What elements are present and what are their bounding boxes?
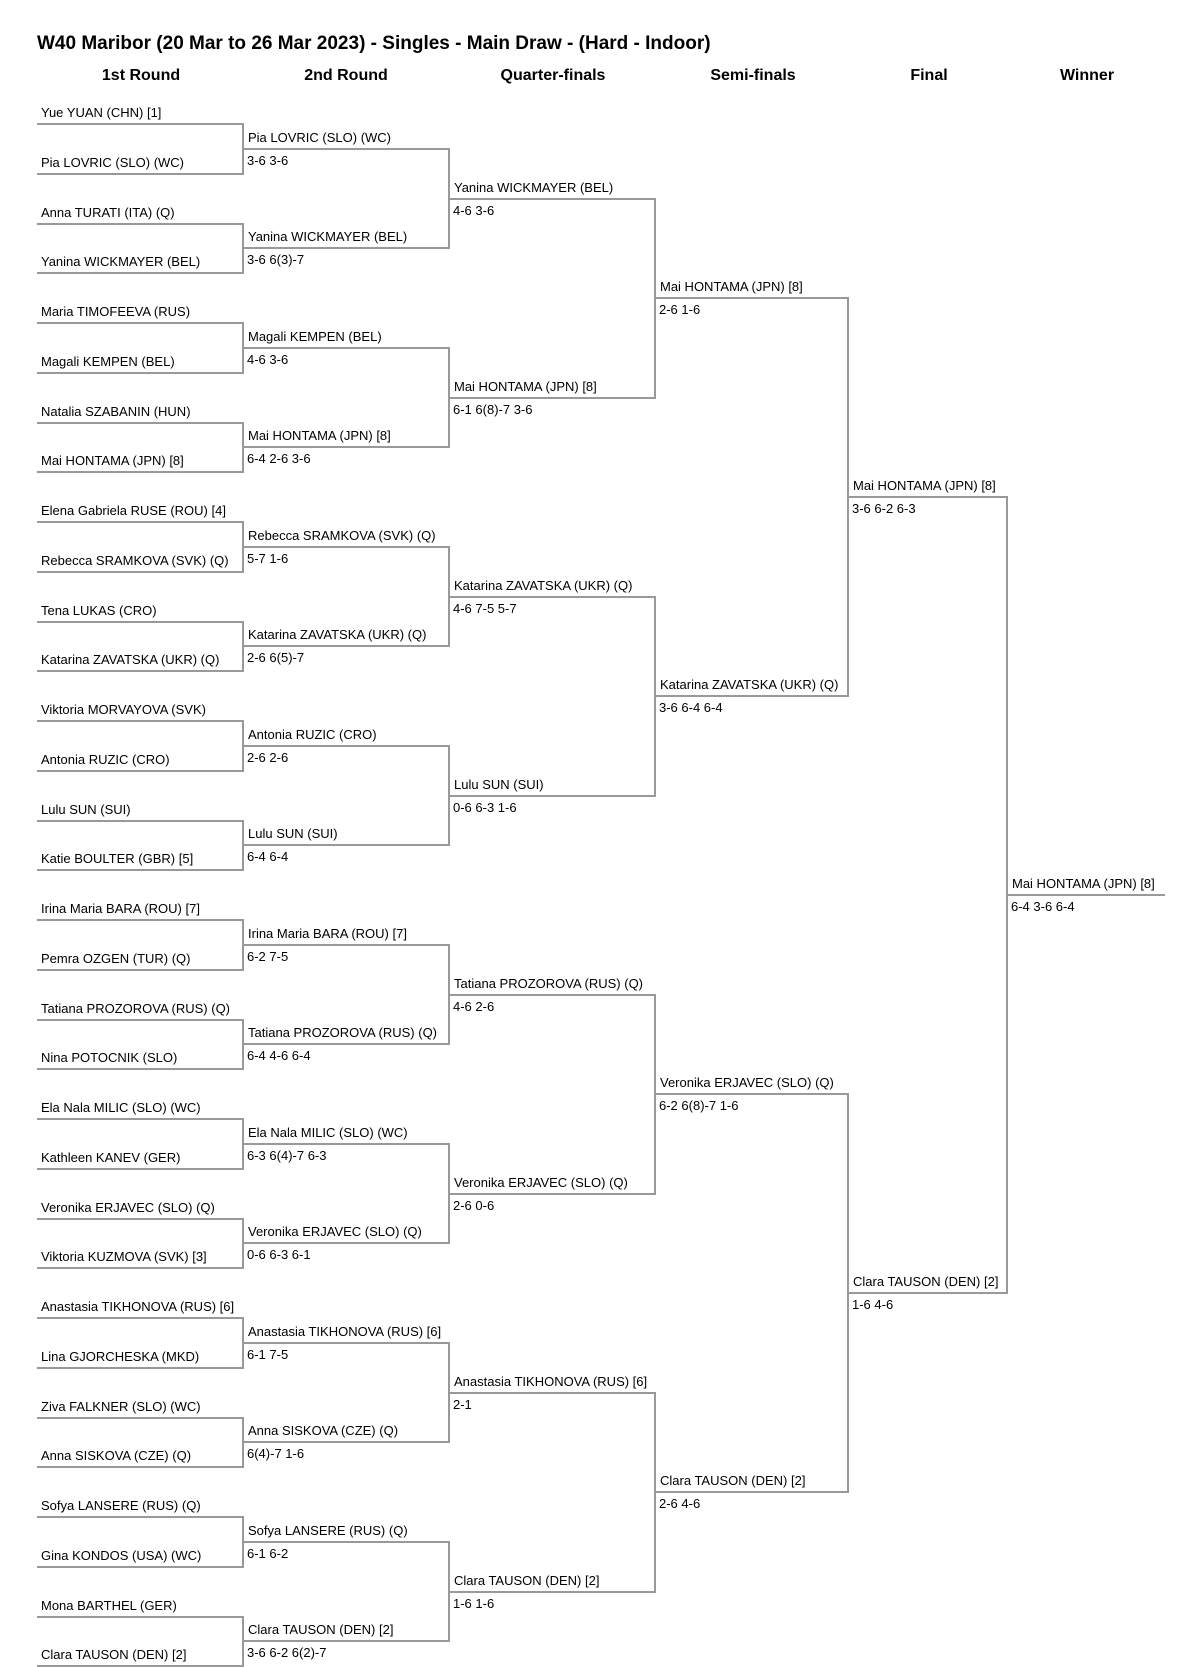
- entry-line: [244, 347, 450, 349]
- entry-line: [37, 1566, 244, 1568]
- player-name: Nina POTOCNIK (SLO): [41, 1050, 178, 1065]
- match-score: 2-6 6(5)-7: [247, 650, 305, 665]
- entry-line: [37, 1516, 244, 1518]
- match-score: 6-4 6-4: [247, 849, 289, 864]
- entry-line: [37, 372, 244, 374]
- match-score: 3-6 6-4 6-4: [659, 700, 723, 715]
- player-name: Ela Nala MILIC (SLO) (WC): [248, 1125, 408, 1140]
- player-name: Elena Gabriela RUSE (ROU) [4]: [41, 503, 226, 518]
- match-score: 6-4 3-6 6-4: [1011, 899, 1075, 914]
- entry-line: [450, 795, 656, 797]
- match-score: 3-6 6-2 6(2)-7: [247, 1645, 327, 1660]
- player-name: Tatiana PROZOROVA (RUS) (Q): [454, 976, 644, 991]
- player-name: Lulu SUN (SUI): [41, 802, 131, 817]
- player-name: Mai HONTAMA (JPN) [8]: [248, 428, 391, 443]
- player-name: Yue YUAN (CHN) [1]: [41, 105, 162, 120]
- round-header: Semi-finals: [710, 67, 796, 84]
- player-name: Anna SISKOVA (CZE) (Q): [41, 1448, 192, 1463]
- player-name: Viktoria MORVAYOVA (SVK): [41, 702, 206, 717]
- round-header: 1st Round: [101, 67, 181, 84]
- entry-line: [244, 1242, 450, 1244]
- player-name: Katie BOULTER (GBR) [5]: [41, 851, 194, 866]
- entry-line: [37, 969, 244, 971]
- match-score: 6-1 6-2: [247, 1546, 289, 1561]
- player-name: Magali KEMPEN (BEL): [248, 329, 382, 344]
- player-name: Gina KONDOS (USA) (WC): [41, 1548, 202, 1563]
- match-score: 4-6 2-6: [453, 999, 495, 1014]
- match-score: 1-6 4-6: [852, 1297, 894, 1312]
- player-name: Katarina ZAVATSKA (UKR) (Q): [248, 627, 427, 642]
- entry-line: [244, 944, 450, 946]
- entry-line: [37, 422, 244, 424]
- entry-line: [37, 1317, 244, 1319]
- player-name: Pia LOVRIC (SLO) (WC): [41, 155, 185, 170]
- match-score: 3-6 3-6: [247, 153, 289, 168]
- player-name: Mai HONTAMA (JPN) [8]: [660, 279, 803, 294]
- entry-line: [244, 745, 450, 747]
- entry-line: [450, 1392, 656, 1394]
- entry-line: [37, 1168, 244, 1170]
- player-name: Anastasia TIKHONOVA (RUS) [6]: [248, 1324, 442, 1339]
- player-name: Sofya LANSERE (RUS) (Q): [248, 1523, 408, 1538]
- match-score: 6-2 6(8)-7 1-6: [659, 1098, 739, 1113]
- round-header: Winner: [1059, 67, 1115, 84]
- page-title: W40 Maribor (20 Mar to 26 Mar 2023) - Singles - Main Draw - (Hard - Indoor): [37, 33, 711, 54]
- entry-line: [37, 869, 244, 871]
- entry-line: [37, 621, 244, 623]
- entry-line: [244, 1640, 450, 1642]
- entry-line: [656, 297, 849, 299]
- player-name: Irina Maria BARA (ROU) [7]: [248, 926, 407, 941]
- player-name: Tena LUKAS (CRO): [41, 603, 157, 618]
- player-name: Ziva FALKNER (SLO) (WC): [41, 1399, 201, 1414]
- player-name: Lulu SUN (SUI): [454, 777, 544, 792]
- player-name: Anna TURATI (ITA) (Q): [41, 205, 175, 220]
- match-score: 3-6 6(3)-7: [247, 252, 305, 267]
- player-name: Yanina WICKMAYER (BEL): [454, 180, 614, 195]
- player-name: Veronika ERJAVEC (SLO) (Q): [41, 1200, 215, 1215]
- match-score: 4-6 3-6: [453, 203, 495, 218]
- player-name: Rebecca SRAMKOVA (SVK) (Q): [248, 528, 436, 543]
- player-name: Antonia RUZIC (CRO): [41, 752, 170, 767]
- match-score: 2-6 4-6: [659, 1496, 701, 1511]
- player-name: Lina GJORCHESKA (MKD): [41, 1349, 200, 1364]
- player-name: Natalia SZABANIN (HUN): [41, 404, 191, 419]
- player-name: Rebecca SRAMKOVA (SVK) (Q): [41, 553, 229, 568]
- player-name: Mai HONTAMA (JPN) [8]: [41, 453, 184, 468]
- entry-line: [244, 1043, 450, 1045]
- entry-line: [37, 173, 244, 175]
- match-score: 2-6 1-6: [659, 302, 701, 317]
- player-name: Clara TAUSON (DEN) [2]: [41, 1647, 187, 1662]
- player-name: Clara TAUSON (DEN) [2]: [248, 1622, 394, 1637]
- player-name: Anna SISKOVA (CZE) (Q): [248, 1423, 399, 1438]
- player-name: Yanina WICKMAYER (BEL): [248, 229, 408, 244]
- match-score: 2-6 2-6: [247, 750, 289, 765]
- entry-line: [37, 820, 244, 822]
- entry-line: [450, 1591, 656, 1593]
- match-score: 4-6 3-6: [247, 352, 289, 367]
- entry-line: [849, 496, 1008, 498]
- match-score: 6-1 7-5: [247, 1347, 289, 1362]
- player-name: Clara TAUSON (DEN) [2]: [660, 1473, 806, 1488]
- entry-line: [1008, 894, 1165, 896]
- match-score: 3-6 6-2 6-3: [852, 501, 916, 516]
- entry-line: [656, 695, 849, 697]
- match-score: 6(4)-7 1-6: [247, 1446, 305, 1461]
- player-name: Sofya LANSERE (RUS) (Q): [41, 1498, 201, 1513]
- player-name: Yanina WICKMAYER (BEL): [41, 254, 201, 269]
- player-name: Veronika ERJAVEC (SLO) (Q): [454, 1175, 628, 1190]
- entry-line: [37, 720, 244, 722]
- player-name: Katarina ZAVATSKA (UKR) (Q): [454, 578, 633, 593]
- entry-line: [244, 446, 450, 448]
- entry-line: [37, 1118, 244, 1120]
- entry-line: [37, 1068, 244, 1070]
- entry-line: [37, 1616, 244, 1618]
- entry-line: [244, 1541, 450, 1543]
- player-name: Maria TIMOFEEVA (RUS): [41, 304, 191, 319]
- player-name: Katarina ZAVATSKA (UKR) (Q): [660, 677, 839, 692]
- player-name: Anastasia TIKHONOVA (RUS) [6]: [454, 1374, 648, 1389]
- entry-line: [450, 994, 656, 996]
- entry-line: [450, 198, 656, 200]
- match-score: 1-6 1-6: [453, 1596, 495, 1611]
- match-score: 6-2 7-5: [247, 949, 289, 964]
- player-name: Mai HONTAMA (JPN) [8]: [454, 379, 597, 394]
- player-name: Pemra OZGEN (TUR) (Q): [41, 951, 191, 966]
- player-name: Tatiana PROZOROVA (RUS) (Q): [248, 1025, 438, 1040]
- player-name: Anastasia TIKHONOVA (RUS) [6]: [41, 1299, 235, 1314]
- player-name: Ela Nala MILIC (SLO) (WC): [41, 1100, 201, 1115]
- entry-line: [37, 272, 244, 274]
- round-header: 2nd Round: [304, 67, 388, 84]
- entry-line: [244, 1441, 450, 1443]
- player-name: Irina Maria BARA (ROU) [7]: [41, 901, 200, 916]
- entry-line: [37, 123, 244, 125]
- match-score: 6-4 4-6 6-4: [247, 1048, 311, 1063]
- match-score: 0-6 6-3 6-1: [247, 1247, 311, 1262]
- match-score: 6-3 6(4)-7 6-3: [247, 1148, 327, 1163]
- entry-line: [849, 1292, 1008, 1294]
- match-score: 2-6 0-6: [453, 1198, 495, 1213]
- entry-line: [244, 148, 450, 150]
- player-name: Kathleen KANEV (GER): [41, 1150, 181, 1165]
- player-name: Katarina ZAVATSKA (UKR) (Q): [41, 652, 220, 667]
- entry-line: [37, 1466, 244, 1468]
- player-name: Mona BARTHEL (GER): [41, 1598, 177, 1613]
- entry-line: [37, 571, 244, 573]
- player-name: Tatiana PROZOROVA (RUS) (Q): [41, 1001, 231, 1016]
- entry-line: [450, 1193, 656, 1195]
- entry-line: [37, 670, 244, 672]
- entry-line: [37, 770, 244, 772]
- entry-line: [37, 322, 244, 324]
- entry-line: [37, 1218, 244, 1220]
- match-score: 5-7 1-6: [247, 551, 289, 566]
- player-name: Viktoria KUZMOVA (SVK) [3]: [41, 1249, 207, 1264]
- entry-line: [37, 471, 244, 473]
- entry-line: [656, 1093, 849, 1095]
- entry-line: [244, 844, 450, 846]
- player-name: Antonia RUZIC (CRO): [248, 727, 377, 742]
- entry-line: [244, 1143, 450, 1145]
- round-header: Quarter-finals: [500, 67, 606, 84]
- entry-line: [37, 1019, 244, 1021]
- entry-line: [244, 546, 450, 548]
- match-score: 2-1: [453, 1397, 472, 1412]
- entry-line: [37, 1267, 244, 1269]
- player-name: Pia LOVRIC (SLO) (WC): [248, 130, 392, 145]
- entry-line: [37, 223, 244, 225]
- entry-line: [244, 1342, 450, 1344]
- entry-line: [244, 645, 450, 647]
- entry-line: [244, 247, 450, 249]
- player-name: Mai HONTAMA (JPN) [8]: [853, 478, 996, 493]
- round-header: Final: [910, 67, 948, 84]
- player-name: Veronika ERJAVEC (SLO) (Q): [248, 1224, 422, 1239]
- entry-line: [656, 1491, 849, 1493]
- entry-line: [450, 397, 656, 399]
- entry-line: [450, 596, 656, 598]
- player-name: Mai HONTAMA (JPN) [8]: [1012, 876, 1155, 891]
- entry-line: [37, 919, 244, 921]
- player-name: Clara TAUSON (DEN) [2]: [454, 1573, 600, 1588]
- player-name: Magali KEMPEN (BEL): [41, 354, 175, 369]
- player-name: Lulu SUN (SUI): [248, 826, 338, 841]
- match-score: 0-6 6-3 1-6: [453, 800, 517, 815]
- match-score: 6-1 6(8)-7 3-6: [453, 402, 533, 417]
- player-name: Clara TAUSON (DEN) [2]: [853, 1274, 999, 1289]
- player-name: Veronika ERJAVEC (SLO) (Q): [660, 1075, 834, 1090]
- entry-line: [37, 521, 244, 523]
- entry-line: [37, 1417, 244, 1419]
- match-score: 4-6 7-5 5-7: [453, 601, 517, 616]
- entry-line: [37, 1367, 244, 1369]
- match-score: 6-4 2-6 3-6: [247, 451, 311, 466]
